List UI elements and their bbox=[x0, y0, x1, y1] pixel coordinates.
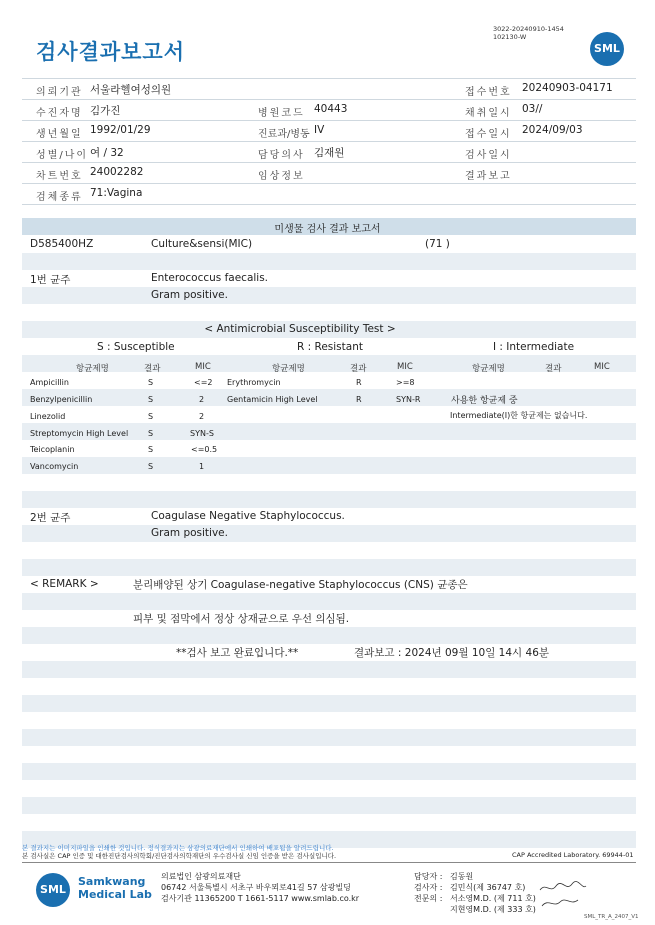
legend-intermediate: I : Intermediate bbox=[493, 341, 575, 353]
ast-drug: Benzylpenicillin bbox=[30, 395, 93, 404]
row-band bbox=[22, 661, 636, 678]
row-band bbox=[22, 729, 636, 746]
staff-name: 지현영M.D. (제 333 호) bbox=[450, 905, 536, 914]
org-name: 의료법인 삼광의료재단 bbox=[161, 872, 241, 881]
signature-icon bbox=[538, 880, 588, 912]
ast-result: S bbox=[148, 412, 154, 421]
divider bbox=[22, 78, 636, 79]
footer-address-block bbox=[161, 871, 359, 904]
organism2-label: 2번 균주 bbox=[30, 512, 71, 524]
staff-label: 검사자 : bbox=[414, 883, 443, 892]
test-date-label: 검사일시 bbox=[465, 150, 512, 161]
ast-result: S bbox=[148, 429, 154, 438]
remark-label: < REMARK > bbox=[30, 578, 99, 590]
row-band bbox=[22, 627, 636, 644]
col-mic-header: MIC bbox=[195, 362, 211, 372]
ward-code-label: 병원코드 bbox=[258, 108, 305, 119]
dept-value: IV bbox=[314, 124, 325, 136]
organism1-name: Enterococcus faecalis. bbox=[151, 272, 269, 284]
ast-mic: SYN-R bbox=[396, 395, 421, 404]
staff-labels bbox=[414, 871, 442, 904]
result-report-label: 결과보고 bbox=[465, 171, 512, 182]
footer-note-image: 본 결과지는 이미지파일을 인쇄한 것입니다. 정식결과지는 삼광의료재단에서 인쇄하여 배포됨을 알려드립니다. bbox=[22, 844, 334, 852]
report-complete-message: **검사 보고 완료입니다.** bbox=[176, 647, 299, 659]
ast-mic: SYN-S bbox=[190, 429, 214, 438]
chart-value: 24002282 bbox=[90, 166, 144, 178]
institution-label: 의뢰기관 bbox=[36, 87, 83, 98]
divider bbox=[22, 120, 636, 121]
ast-title: < Antimicrobial Susceptibility Test > bbox=[204, 323, 396, 335]
footer-divider bbox=[22, 862, 636, 863]
divider bbox=[22, 141, 636, 142]
ast-mic: 2 bbox=[199, 395, 205, 404]
footer-note-certification: 본 검사실은 CAP 인증 및 대한진단검사의학회/진단검사의학재단의 우수검사실 신임 인증을 받은 검사실입니다. bbox=[22, 852, 337, 860]
address: 06742 서울특별시 서초구 바우뫼로41길 57 삼광빌딩 bbox=[161, 883, 351, 892]
ast-mic: 2 bbox=[199, 412, 205, 421]
test-code: D585400HZ bbox=[30, 238, 94, 250]
clinical-label: 임상정보 bbox=[258, 171, 305, 182]
legend-resistant: R : Resistant bbox=[297, 341, 363, 353]
ast-result: S bbox=[148, 445, 154, 454]
ward-code-value: 40443 bbox=[314, 103, 348, 115]
lab-name-line1: Samkwang bbox=[78, 875, 146, 888]
test-number: (71 ) bbox=[425, 238, 450, 250]
col-drug-header: 항균제명 bbox=[272, 364, 305, 374]
row-band bbox=[22, 797, 636, 814]
form-code: SML_TR_A_2407_V1 bbox=[584, 914, 639, 920]
staff-label: 전문의 : bbox=[414, 894, 443, 903]
organism2-gram: Gram positive. bbox=[151, 527, 228, 539]
row-band bbox=[22, 763, 636, 780]
col-mic-header: MIC bbox=[594, 362, 610, 372]
birth-value: 1992/01/29 bbox=[90, 124, 151, 136]
sml-logo-icon: SML bbox=[36, 873, 70, 907]
col-drug-header: 항균제명 bbox=[472, 364, 505, 374]
divider bbox=[22, 183, 636, 184]
ast-result: S bbox=[148, 378, 154, 387]
ast-drug: Linezolid bbox=[30, 412, 66, 421]
test-name: Culture&sensi(MIC) bbox=[151, 238, 253, 250]
receipt-date-label: 접수일시 bbox=[465, 129, 512, 140]
ast-result: S bbox=[148, 462, 154, 471]
row-band bbox=[22, 253, 636, 270]
intermediate-note-line2: Intermediate(I)한 항균제는 없습니다. bbox=[450, 411, 588, 420]
ast-result: S bbox=[148, 395, 154, 404]
contact: 검사기관 11365200 T 1661-5117 www.smlab.co.kr bbox=[161, 894, 360, 903]
sml-logo-icon: SML bbox=[590, 32, 624, 66]
cap-accreditation: CAP Accredited Laboratory. 69944-01 bbox=[512, 851, 634, 859]
organism1-label: 1번 균주 bbox=[30, 274, 71, 286]
sex-age-value: 여 / 32 bbox=[90, 147, 124, 159]
collect-date-label: 채취일시 bbox=[465, 108, 512, 119]
ast-mic: 1 bbox=[199, 462, 205, 471]
row-band bbox=[22, 525, 636, 542]
ast-drug: Streptomycin High Level bbox=[30, 429, 129, 438]
dept-label: 진료과/병동 bbox=[258, 129, 310, 140]
col-mic-header: MIC bbox=[397, 362, 413, 372]
ast-drug: Erythromycin bbox=[227, 378, 281, 387]
ast-result: R bbox=[356, 395, 362, 404]
birth-label: 생년월일 bbox=[36, 129, 83, 140]
ast-result: R bbox=[356, 378, 362, 387]
sex-age-label: 성별/나이 bbox=[36, 150, 89, 161]
row-band bbox=[22, 287, 636, 304]
section-title: 미생물 검사 결과 보고서 bbox=[274, 224, 381, 235]
row-band bbox=[22, 491, 636, 508]
receipt-no-label: 접수번호 bbox=[465, 87, 512, 98]
col-result-header: 결과 bbox=[545, 364, 562, 374]
receipt-date-value: 2024/09/03 bbox=[522, 124, 583, 136]
patient-label: 수진자명 bbox=[36, 108, 83, 119]
doctor-label: 담당의사 bbox=[258, 150, 305, 161]
receipt-no-value: 20240903-04171 bbox=[522, 82, 613, 94]
document-id-line1: 3022-20240910-1454 bbox=[493, 25, 564, 33]
col-drug-header: 항균제명 bbox=[76, 364, 109, 374]
ast-mic: <=0.5 bbox=[191, 445, 218, 454]
ast-drug: Ampicillin bbox=[30, 378, 69, 387]
divider bbox=[22, 204, 636, 205]
organism1-gram: Gram positive. bbox=[151, 289, 228, 301]
organism2-name: Coagulase Negative Staphylococcus. bbox=[151, 510, 345, 522]
row-band bbox=[22, 355, 636, 372]
ast-mic: >=8 bbox=[396, 378, 415, 387]
document-id bbox=[493, 25, 564, 41]
specimen-value: 71:Vagina bbox=[90, 187, 143, 199]
row-band bbox=[22, 593, 636, 610]
row-band bbox=[22, 559, 636, 576]
staff-label: 담당자 : bbox=[414, 872, 443, 881]
patient-value: 김가진 bbox=[90, 105, 121, 117]
page-title: 검사결과보고서 bbox=[36, 40, 186, 64]
staff-name: 서소영M.D. (제 711 호) bbox=[450, 894, 536, 903]
collect-date-value: 03// bbox=[522, 103, 543, 115]
intermediate-note-line1: 사용한 항균제 중 bbox=[451, 396, 518, 406]
divider bbox=[22, 99, 636, 100]
specimen-label: 검체종류 bbox=[36, 192, 83, 203]
remark-line2: 피부 및 점막에서 정상 상재균으로 우선 의심됨. bbox=[133, 613, 350, 625]
staff-name: 김민식(제 36747 호) bbox=[450, 883, 526, 892]
result-report-time: 결과보고 : 2024년 09월 10일 14시 46분 bbox=[354, 647, 550, 659]
row-band bbox=[22, 695, 636, 712]
col-result-header: 결과 bbox=[144, 364, 161, 374]
legend-susceptible: S : Susceptible bbox=[97, 341, 175, 353]
chart-label: 차트번호 bbox=[36, 171, 83, 182]
row-band bbox=[22, 457, 636, 474]
ast-drug: Vancomycin bbox=[30, 462, 79, 471]
remark-line1: 분리배양된 상기 Coagulase-negative Staphylococcus (CNS) 균종은 bbox=[133, 579, 468, 591]
divider bbox=[22, 162, 636, 163]
ast-mic: <=2 bbox=[194, 378, 213, 387]
lab-name-line2: Medical Lab bbox=[78, 888, 152, 901]
ast-drug: Gentamicin High Level bbox=[227, 395, 318, 404]
staff-names bbox=[450, 871, 536, 915]
staff-name: 김동원 bbox=[450, 872, 474, 881]
doctor-value: 김재원 bbox=[314, 147, 345, 159]
institution-value: 서울라헬여성의원 bbox=[90, 84, 172, 96]
row-band bbox=[22, 389, 636, 406]
col-result-header: 결과 bbox=[350, 364, 367, 374]
ast-drug: Teicoplanin bbox=[30, 445, 75, 454]
document-id-line2: 102130-W bbox=[493, 33, 527, 41]
lab-name bbox=[78, 875, 152, 901]
